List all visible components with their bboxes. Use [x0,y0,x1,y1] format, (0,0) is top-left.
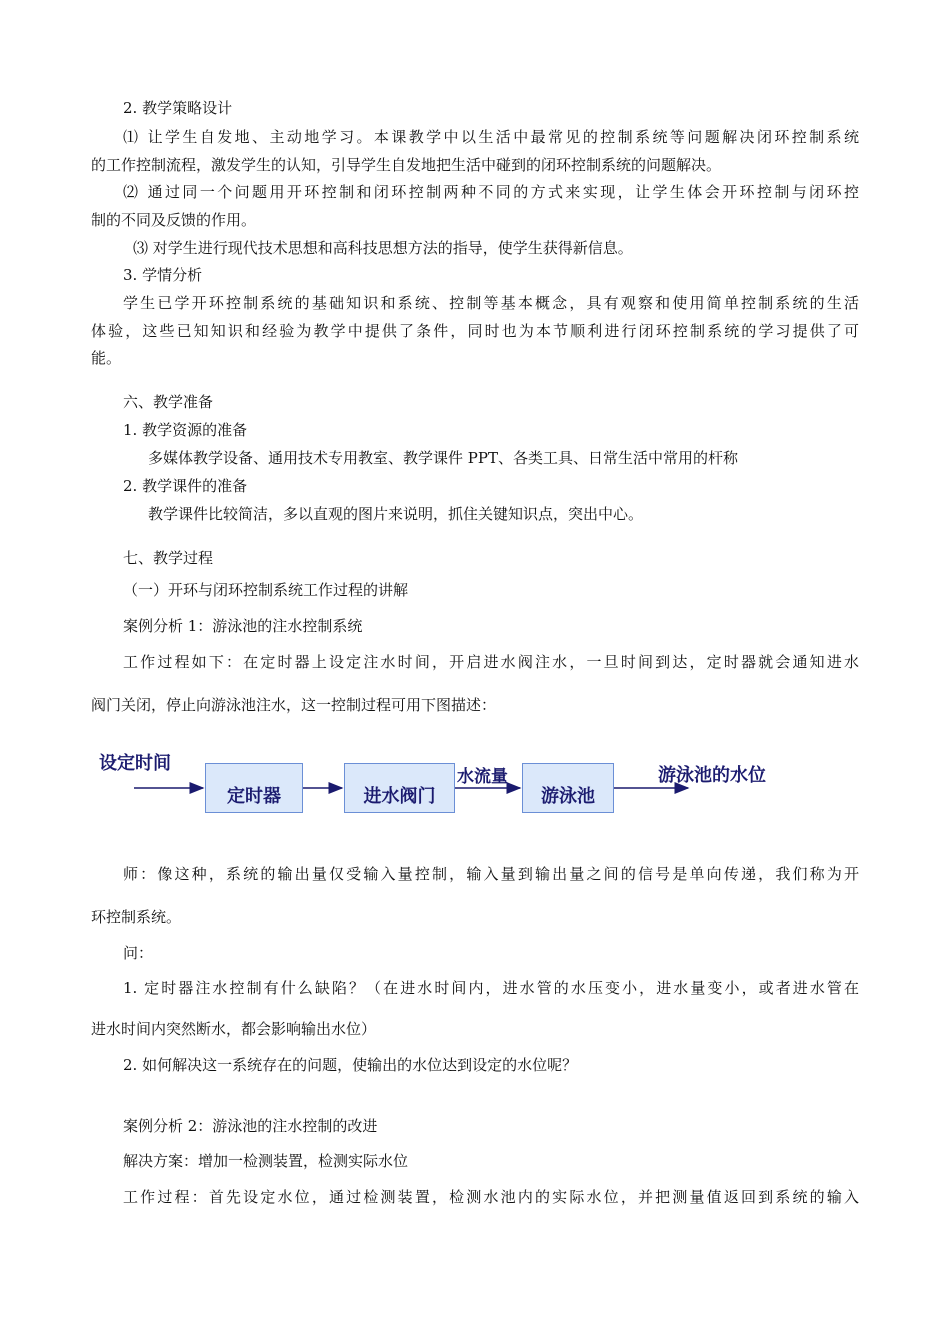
case2-work: 工作过程：首先设定水位，通过检测装置，检测水池内的实际水位，并把测量值返回到系统的输入 [123,1188,859,1206]
strategy-heading: 2. 教学策略设计 [123,99,233,117]
process-sub1: （一）开环与闭环控制系统工作过程的讲解 [123,581,409,599]
diagram-flow-label: 水流量 [457,767,508,787]
strategy-p1-line1: ⑴ 让学生自发地、主动地学习。本课教学中以生活中最常见的控制系统等问题解决闭环控制系统 [123,128,859,146]
strategy-p1-line2: 的工作控制流程，激发学生的认知，引导学生自发地把生活中碰到的闭环控制系统的问题解决。 [91,156,722,174]
diagram-input-label: 设定时间 [99,753,171,774]
question1-line2: 进水时间内突然断水，都会影响输出水位） [91,1020,377,1038]
timer-box [205,763,303,813]
strategy-p3: ⑶ 对学生进行现代技术思想和高科技思想方法的指导，使学生获得新信息。 [133,239,633,257]
learners-heading: 3. 学情分析 [123,266,203,284]
case2-title: 案例分析 2：游泳池的注水控制的改进 [123,1117,378,1135]
process-work1-line1: 工作过程如下：在定时器上设定注水时间，开启进水阀注水，一旦时间到达，定时器就会通知进水 [123,653,859,671]
timer-box-label: 定时器 [227,786,281,807]
prep-item1: 1. 教学资源的准备 [123,421,248,439]
learners-line2: 体验，这些已知知识和经验为教学中提供了条件，同时也为本节顺利进行闭环控制系统的学习提供了可 [91,322,859,340]
valve-box-label: 进水阀门 [363,786,436,807]
teacher-line2: 环控制系统。 [91,908,182,926]
diagram-output-label: 游泳池的水位 [658,765,766,786]
teacher-line1: 师：像这种，系统的输出量仅受输入量控制，输入量到输出量之间的信号是单向传递，我们称为开 [123,865,859,883]
case2-solution: 解决方案：增加一检测装置，检测实际水位 [123,1152,409,1170]
pool-box-label: 游泳池 [541,786,595,807]
learners-line1: 学生已学开环控制系统的基础知识和系统、控制等基本概念，具有观察和使用简单控制系统的生活 [123,294,859,312]
prep-item1-text: 多媒体教学设备、通用技术专用教室、教学课件 PPT、各类工具、日常生活中常用的杆称 [148,449,738,467]
process-heading: 七、教学过程 [123,549,214,567]
strategy-p2-line1: ⑵ 通过同一个问题用开环控制和闭环控制两种不同的方式来实现，让学生体会开环控制与闭环控 [123,183,859,201]
prep-heading: 六、教学准备 [123,393,214,411]
learners-line3: 能。 [91,349,122,367]
question2: 2. 如何解决这一系统存在的问题，使输出的水位达到设定的水位呢？ [123,1056,578,1074]
question1-line1: 1. 定时器注水控制有什么缺陷？（在进水时间内，进水管的水压变小，进水量变小，或者进水管在 [123,979,859,997]
prep-item2-text: 教学课件比较简洁，多以直观的图片来说明，抓住关键知识点，突出中心。 [148,505,644,523]
prep-item2: 2. 教学课件的准备 [123,477,248,495]
process-work1-line2: 阀门关闭，停止向游泳池注水，这一控制过程可用下图描述： [91,696,497,714]
teacher-ask: 问： [123,944,154,962]
process-case1: 案例分析 1：游泳池的注水控制系统 [123,617,363,635]
valve-box [344,763,455,813]
strategy-p2-line2: 制的不同及反馈的作用。 [91,211,257,229]
pool-box [522,763,614,813]
